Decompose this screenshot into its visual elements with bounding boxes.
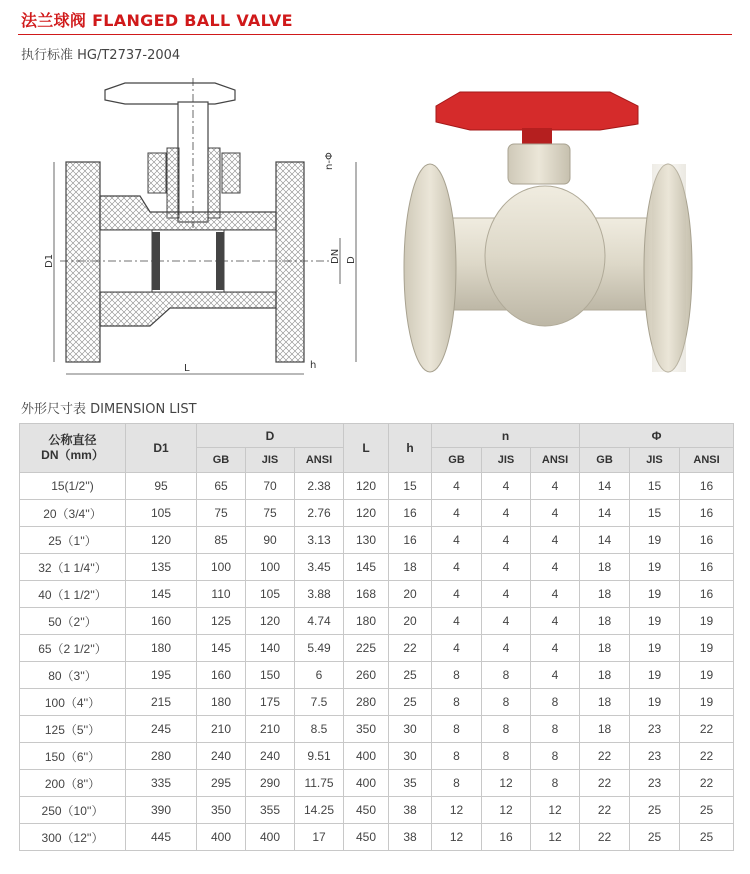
label-l: L (184, 363, 190, 374)
table-cell: 19 (630, 608, 680, 635)
table-row (20, 770, 734, 797)
table-cell: 4 (482, 608, 531, 635)
table-cell: 11.75 (295, 770, 344, 797)
table-row (20, 716, 734, 743)
table-cell: 19 (630, 581, 680, 608)
header-d-gb: GB (197, 448, 246, 473)
table-cell: 145 (197, 635, 246, 662)
header-n-jis: JIS (482, 448, 531, 473)
table-cell: 110 (197, 581, 246, 608)
table-cell: 18 (580, 716, 630, 743)
table-cell: 38 (389, 824, 432, 851)
table-cell: 2.76 (295, 500, 344, 527)
table-cell: 16 (389, 500, 432, 527)
table-cell: 195 (126, 662, 197, 689)
table-cell: 8 (482, 743, 531, 770)
table-row (20, 473, 734, 500)
table-cell: 19 (680, 608, 734, 635)
table-cell: 3.88 (295, 581, 344, 608)
table-cell: 90 (246, 527, 295, 554)
table-cell: 295 (197, 770, 246, 797)
table-cell: 4 (482, 500, 531, 527)
table-cell: 65 (197, 473, 246, 500)
table-cell: 12 (531, 797, 580, 824)
table-cell: 280 (126, 743, 197, 770)
table-row (20, 581, 734, 608)
table-cell: 168 (344, 581, 389, 608)
table-cell: 5.49 (295, 635, 344, 662)
table-cell: 80（3''） (20, 662, 126, 689)
table-cell: 8 (432, 770, 482, 797)
table-cell: 400 (246, 824, 295, 851)
table-cell: 4 (531, 662, 580, 689)
table-cell: 19 (630, 662, 680, 689)
table-cell: 120 (344, 500, 389, 527)
table-cell: 30 (389, 743, 432, 770)
table-cell: 4 (482, 581, 531, 608)
table-cell: 25 (630, 797, 680, 824)
table-cell: 4 (531, 635, 580, 662)
table-cell: 22 (580, 770, 630, 797)
table-cell: 350 (197, 797, 246, 824)
table-cell: 8 (531, 689, 580, 716)
table-cell: 180 (344, 608, 389, 635)
table-row (20, 797, 734, 824)
table-cell: 445 (126, 824, 197, 851)
drawing-left-flange (66, 162, 100, 362)
table-cell: 12 (531, 824, 580, 851)
table-cell: 23 (630, 716, 680, 743)
table-cell: 15 (630, 500, 680, 527)
table-cell: 8 (482, 689, 531, 716)
table-cell: 120 (126, 527, 197, 554)
table-cell: 4 (482, 635, 531, 662)
table-cell: 4 (531, 527, 580, 554)
table-cell: 75 (246, 500, 295, 527)
table-cell: 22 (580, 743, 630, 770)
table-cell: 18 (389, 554, 432, 581)
table-cell: 7.5 (295, 689, 344, 716)
table-cell: 12 (432, 797, 482, 824)
table-row (20, 743, 734, 770)
table-cell: 2.38 (295, 473, 344, 500)
table-cell: 20 (389, 608, 432, 635)
table-cell: 8 (531, 743, 580, 770)
table-cell: 250（10''） (20, 797, 126, 824)
table-cell: 180 (126, 635, 197, 662)
table-cell: 4 (531, 554, 580, 581)
table-cell: 15 (389, 473, 432, 500)
table-cell: 4 (482, 473, 531, 500)
table-cell: 215 (126, 689, 197, 716)
table-cell: 18 (580, 581, 630, 608)
table-cell: 18 (580, 608, 630, 635)
table-cell: 350 (344, 716, 389, 743)
table-cell: 225 (344, 635, 389, 662)
table-cell: 18 (580, 689, 630, 716)
table-cell: 38 (389, 797, 432, 824)
table-cell: 130 (344, 527, 389, 554)
table-cell: 20（3/4''） (20, 500, 126, 527)
table-cell: 14.25 (295, 797, 344, 824)
table-cell: 125 (197, 608, 246, 635)
table-cell: 4 (432, 635, 482, 662)
table-cell: 18 (580, 554, 630, 581)
header-dn: 公称直径 DN（mm） (20, 424, 126, 473)
red-handle (436, 92, 638, 130)
header-h: h (389, 424, 432, 473)
table-cell: 120 (344, 473, 389, 500)
table-cell: 8 (432, 689, 482, 716)
header-l: L (344, 424, 389, 473)
table-cell: 50（2''） (20, 608, 126, 635)
label-h: h (310, 360, 317, 371)
table-cell: 15 (630, 473, 680, 500)
table-cell: 30 (389, 716, 432, 743)
header-phi-gb: GB (580, 448, 630, 473)
table-cell: 150 (246, 662, 295, 689)
table-cell: 175 (246, 689, 295, 716)
table-cell: 4 (482, 554, 531, 581)
table-cell: 19 (630, 554, 680, 581)
table-cell: 180 (197, 689, 246, 716)
table-cell: 3.13 (295, 527, 344, 554)
table-cell: 4 (432, 527, 482, 554)
table-cell: 22 (580, 824, 630, 851)
table-cell: 19 (680, 635, 734, 662)
table-cell: 75 (197, 500, 246, 527)
table-cell: 4 (432, 581, 482, 608)
dimension-table (19, 423, 734, 851)
standard-text: 执行标准 HG/T2737-2004 (21, 48, 181, 63)
table-cell: 100 (246, 554, 295, 581)
valve-cross-section-drawing (40, 78, 370, 378)
table-cell: 8 (432, 662, 482, 689)
table-cell: 4 (432, 608, 482, 635)
left-flange (404, 164, 456, 372)
header-phi-jis: JIS (630, 448, 680, 473)
table-cell: 23 (630, 770, 680, 797)
table-cell: 25 (389, 662, 432, 689)
header-d: D (197, 424, 344, 448)
table-cell: 400 (344, 743, 389, 770)
table-cell: 100（4''） (20, 689, 126, 716)
table-cell: 4 (531, 500, 580, 527)
table-cell: 35 (389, 770, 432, 797)
table-cell: 16 (680, 500, 734, 527)
table-cell: 240 (246, 743, 295, 770)
table-cell: 22 (680, 770, 734, 797)
table-cell: 8 (482, 662, 531, 689)
table-cell: 4 (432, 500, 482, 527)
table-cell: 14 (580, 473, 630, 500)
table-cell: 8 (531, 770, 580, 797)
table-cell: 290 (246, 770, 295, 797)
table-cell: 125（5''） (20, 716, 126, 743)
table-cell: 12 (482, 797, 531, 824)
table-row (20, 500, 734, 527)
table-cell: 16 (680, 554, 734, 581)
valve-product-image (400, 88, 700, 378)
label-n-phi: n-Φ (324, 152, 335, 170)
page-title: 法兰球阀 FLANGED BALL VALVE (21, 11, 293, 30)
table-cell: 4 (432, 554, 482, 581)
table-cell: 210 (246, 716, 295, 743)
table-cell: 105 (126, 500, 197, 527)
table-cell: 4 (531, 473, 580, 500)
table-cell: 25 (680, 824, 734, 851)
table-cell: 14 (580, 527, 630, 554)
table-cell: 25 (630, 824, 680, 851)
table-cell: 200（8''） (20, 770, 126, 797)
table-cell: 4 (531, 581, 580, 608)
table-cell: 450 (344, 797, 389, 824)
table-cell: 16 (680, 527, 734, 554)
label-d1: D1 (44, 253, 55, 268)
table-cell: 300（12''） (20, 824, 126, 851)
header-d1: D1 (126, 424, 197, 473)
table-cell: 65（2 1/2''） (20, 635, 126, 662)
table-cell: 23 (630, 743, 680, 770)
header-phi-ansi: ANSI (680, 448, 734, 473)
table-cell: 8 (432, 743, 482, 770)
table-cell: 280 (344, 689, 389, 716)
table-row (20, 635, 734, 662)
table-cell: 3.45 (295, 554, 344, 581)
table-cell: 145 (126, 581, 197, 608)
table-cell: 8 (482, 716, 531, 743)
table-cell: 4 (531, 608, 580, 635)
table-cell: 16 (482, 824, 531, 851)
dimension-list-title: 外形尺寸表 DIMENSION LIST (21, 402, 197, 417)
table-cell: 25 (389, 689, 432, 716)
table-cell: 19 (680, 689, 734, 716)
table-cell: 22 (389, 635, 432, 662)
table-row (20, 608, 734, 635)
table-cell: 260 (344, 662, 389, 689)
header-n-gb: GB (432, 448, 482, 473)
table-cell: 25 (680, 797, 734, 824)
dimension-table-body (20, 473, 734, 851)
table-cell: 14 (580, 500, 630, 527)
table-row (20, 554, 734, 581)
table-cell: 12 (482, 770, 531, 797)
table-cell: 135 (126, 554, 197, 581)
table-cell: 8.5 (295, 716, 344, 743)
table-cell: 400 (344, 770, 389, 797)
table-cell: 8 (432, 716, 482, 743)
table-cell: 40（1 1/2''） (20, 581, 126, 608)
title-divider (18, 34, 732, 35)
table-cell: 18 (580, 635, 630, 662)
table-cell: 12 (432, 824, 482, 851)
table-cell: 16 (680, 473, 734, 500)
table-cell: 22 (680, 743, 734, 770)
header-d-ansi: ANSI (295, 448, 344, 473)
table-cell: 19 (680, 662, 734, 689)
header-n: n (432, 424, 580, 448)
table-cell: 22 (680, 716, 734, 743)
table-cell: 210 (197, 716, 246, 743)
table-cell: 245 (126, 716, 197, 743)
table-cell: 95 (126, 473, 197, 500)
table-cell: 22 (580, 797, 630, 824)
table-row (20, 527, 734, 554)
table-cell: 140 (246, 635, 295, 662)
table-cell: 85 (197, 527, 246, 554)
drawing-handle (105, 83, 235, 104)
table-cell: 6 (295, 662, 344, 689)
table-cell: 15(1/2'') (20, 473, 126, 500)
table-cell: 8 (531, 716, 580, 743)
table-cell: 160 (197, 662, 246, 689)
table-row (20, 662, 734, 689)
label-d: D (346, 256, 357, 264)
table-cell: 9.51 (295, 743, 344, 770)
table-cell: 390 (126, 797, 197, 824)
table-row (20, 689, 734, 716)
table-cell: 150（6''） (20, 743, 126, 770)
table-cell: 25（1''） (20, 527, 126, 554)
table-cell: 4.74 (295, 608, 344, 635)
header-n-ansi: ANSI (531, 448, 580, 473)
table-row (20, 824, 734, 851)
table-cell: 145 (344, 554, 389, 581)
table-cell: 4 (432, 473, 482, 500)
table-cell: 20 (389, 581, 432, 608)
drawing-right-flange (276, 162, 304, 362)
table-cell: 100 (197, 554, 246, 581)
header-d-jis: JIS (246, 448, 295, 473)
table-cell: 120 (246, 608, 295, 635)
table-cell: 160 (126, 608, 197, 635)
table-cell: 240 (197, 743, 246, 770)
table-cell: 17 (295, 824, 344, 851)
table-cell: 400 (197, 824, 246, 851)
table-cell: 16 (680, 581, 734, 608)
table-cell: 19 (630, 635, 680, 662)
table-cell: 16 (389, 527, 432, 554)
table-cell: 70 (246, 473, 295, 500)
table-cell: 355 (246, 797, 295, 824)
table-cell: 105 (246, 581, 295, 608)
table-cell: 19 (630, 689, 680, 716)
label-dn: DN (330, 248, 341, 264)
table-cell: 32（1 1/4''） (20, 554, 126, 581)
table-cell: 450 (344, 824, 389, 851)
header-phi: Φ (580, 424, 734, 448)
table-cell: 335 (126, 770, 197, 797)
table-cell: 18 (580, 662, 630, 689)
table-cell: 19 (630, 527, 680, 554)
table-cell: 4 (482, 527, 531, 554)
